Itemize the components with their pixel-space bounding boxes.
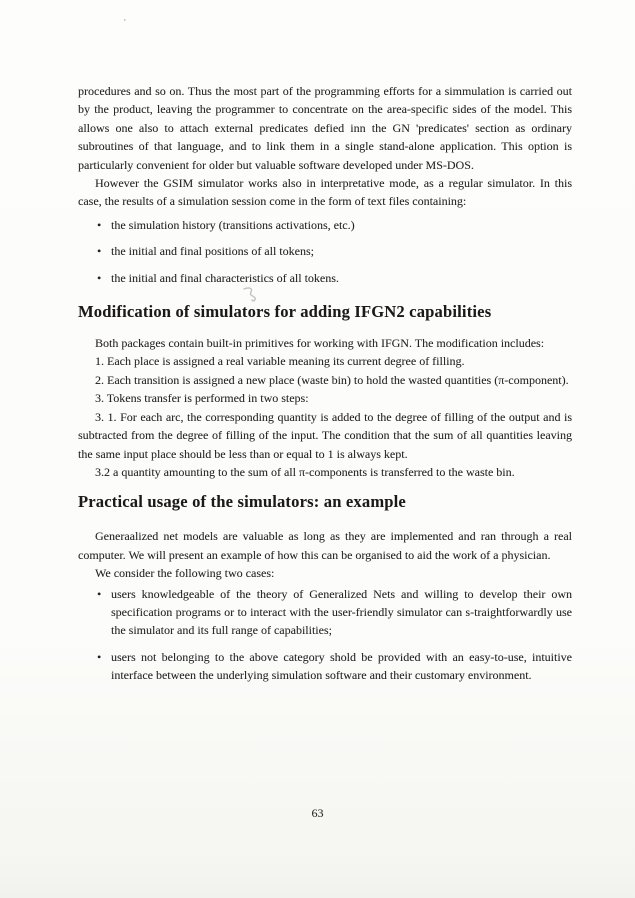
bullet-icon: •: [97, 244, 102, 259]
list-item: [97, 648, 572, 685]
bullet-icon: •: [97, 649, 102, 664]
numbered-item-3: 3. Tokens transfer is performed in two steps:: [95, 391, 309, 406]
user-cases-list: [97, 585, 572, 685]
paragraph-continued: procedures and so on. Thus the most part of the programming efforts for a simmulation is carried out by the product, leaving the programmer to concentrate on the area-specific sides of the model. This allows one also to attach external predicates defied inn the GN 'predicates' section as ordinary subroutines of that language, and to link them in a single stand-alone application. This option is particularly convenient for older but valuable software developed under MS-DOS.: [78, 84, 572, 172]
text-block: [78, 82, 572, 693]
numbered-item-1: 1. Each place is assigned a real variable meaning its current degree of filling.: [95, 354, 465, 369]
bullet-icon: •: [97, 217, 102, 232]
pen-squiggle-artifact: [240, 286, 266, 308]
paragraph-gsim: However the GSIM simulator works also in interpretative mode, as a regular simulator. In this case, the results of a simulation session come in the form of text files containing:: [78, 176, 572, 209]
list-item: [97, 216, 572, 234]
paragraph-generalized-nets: Generaalized net models are valuable as long as they are implemented and ran through a real computer. We will present an example of how this can be organised to aid the work of a physician.: [78, 529, 572, 562]
numbered-item-3-2: 3.2 a quantity amounting to the sum of all π-components is transferred to the waste bin.: [95, 464, 515, 479]
bullet-icon: •: [97, 586, 102, 601]
paragraph-two-cases: We consider the following two cases:: [95, 566, 275, 581]
list-item-text: the simulation history (transitions activations, etc.): [111, 217, 355, 232]
list-item: [97, 242, 572, 260]
list-item: [97, 269, 572, 287]
list-item-text: the initial and final characteristics of all tokens.: [111, 270, 339, 285]
list-item-text: the initial and final positions of all tokens;: [111, 244, 314, 259]
section-heading-practical-usage: Practical usage of the simulators: an example: [78, 492, 406, 512]
list-item-text: users not belonging to the above category shold be provided with an easy-to-use, intuitive interface between the underlying simulation software and their customary environment.: [111, 649, 572, 683]
scan-speck-artifact: ’: [122, 16, 127, 28]
page-number: 63: [311, 806, 324, 820]
simulation-output-list: [97, 216, 572, 287]
section-heading-modification: Modification of simulators for adding IFGN2 capabilities: [78, 302, 492, 322]
numbered-item-2: 2. Each transition is assigned a new place (waste bin) to hold the wasted quantities (π-component).: [95, 372, 569, 387]
list-item: [97, 585, 572, 640]
numbered-item-3-1: 3. 1. For each arc, the corresponding quantity is added to the degree of filling of the output and is subtracted from the degree of filling of the input. The condition that the sum of all quantities leaving the same input place should be less than or equal to 1 is always kept.: [78, 409, 572, 461]
list-item-text: users knowledgeable of the theory of Generalized Nets and willing to develop their own specification programs or to interact with the user-friendly simulator can s-traightforwardly use the simulator and its full range of capabilities;: [111, 586, 572, 638]
bullet-icon: •: [97, 270, 102, 285]
paragraph-both-packages: Both packages contain built-in primitives for working with IFGN. The modification includes:: [95, 336, 545, 351]
